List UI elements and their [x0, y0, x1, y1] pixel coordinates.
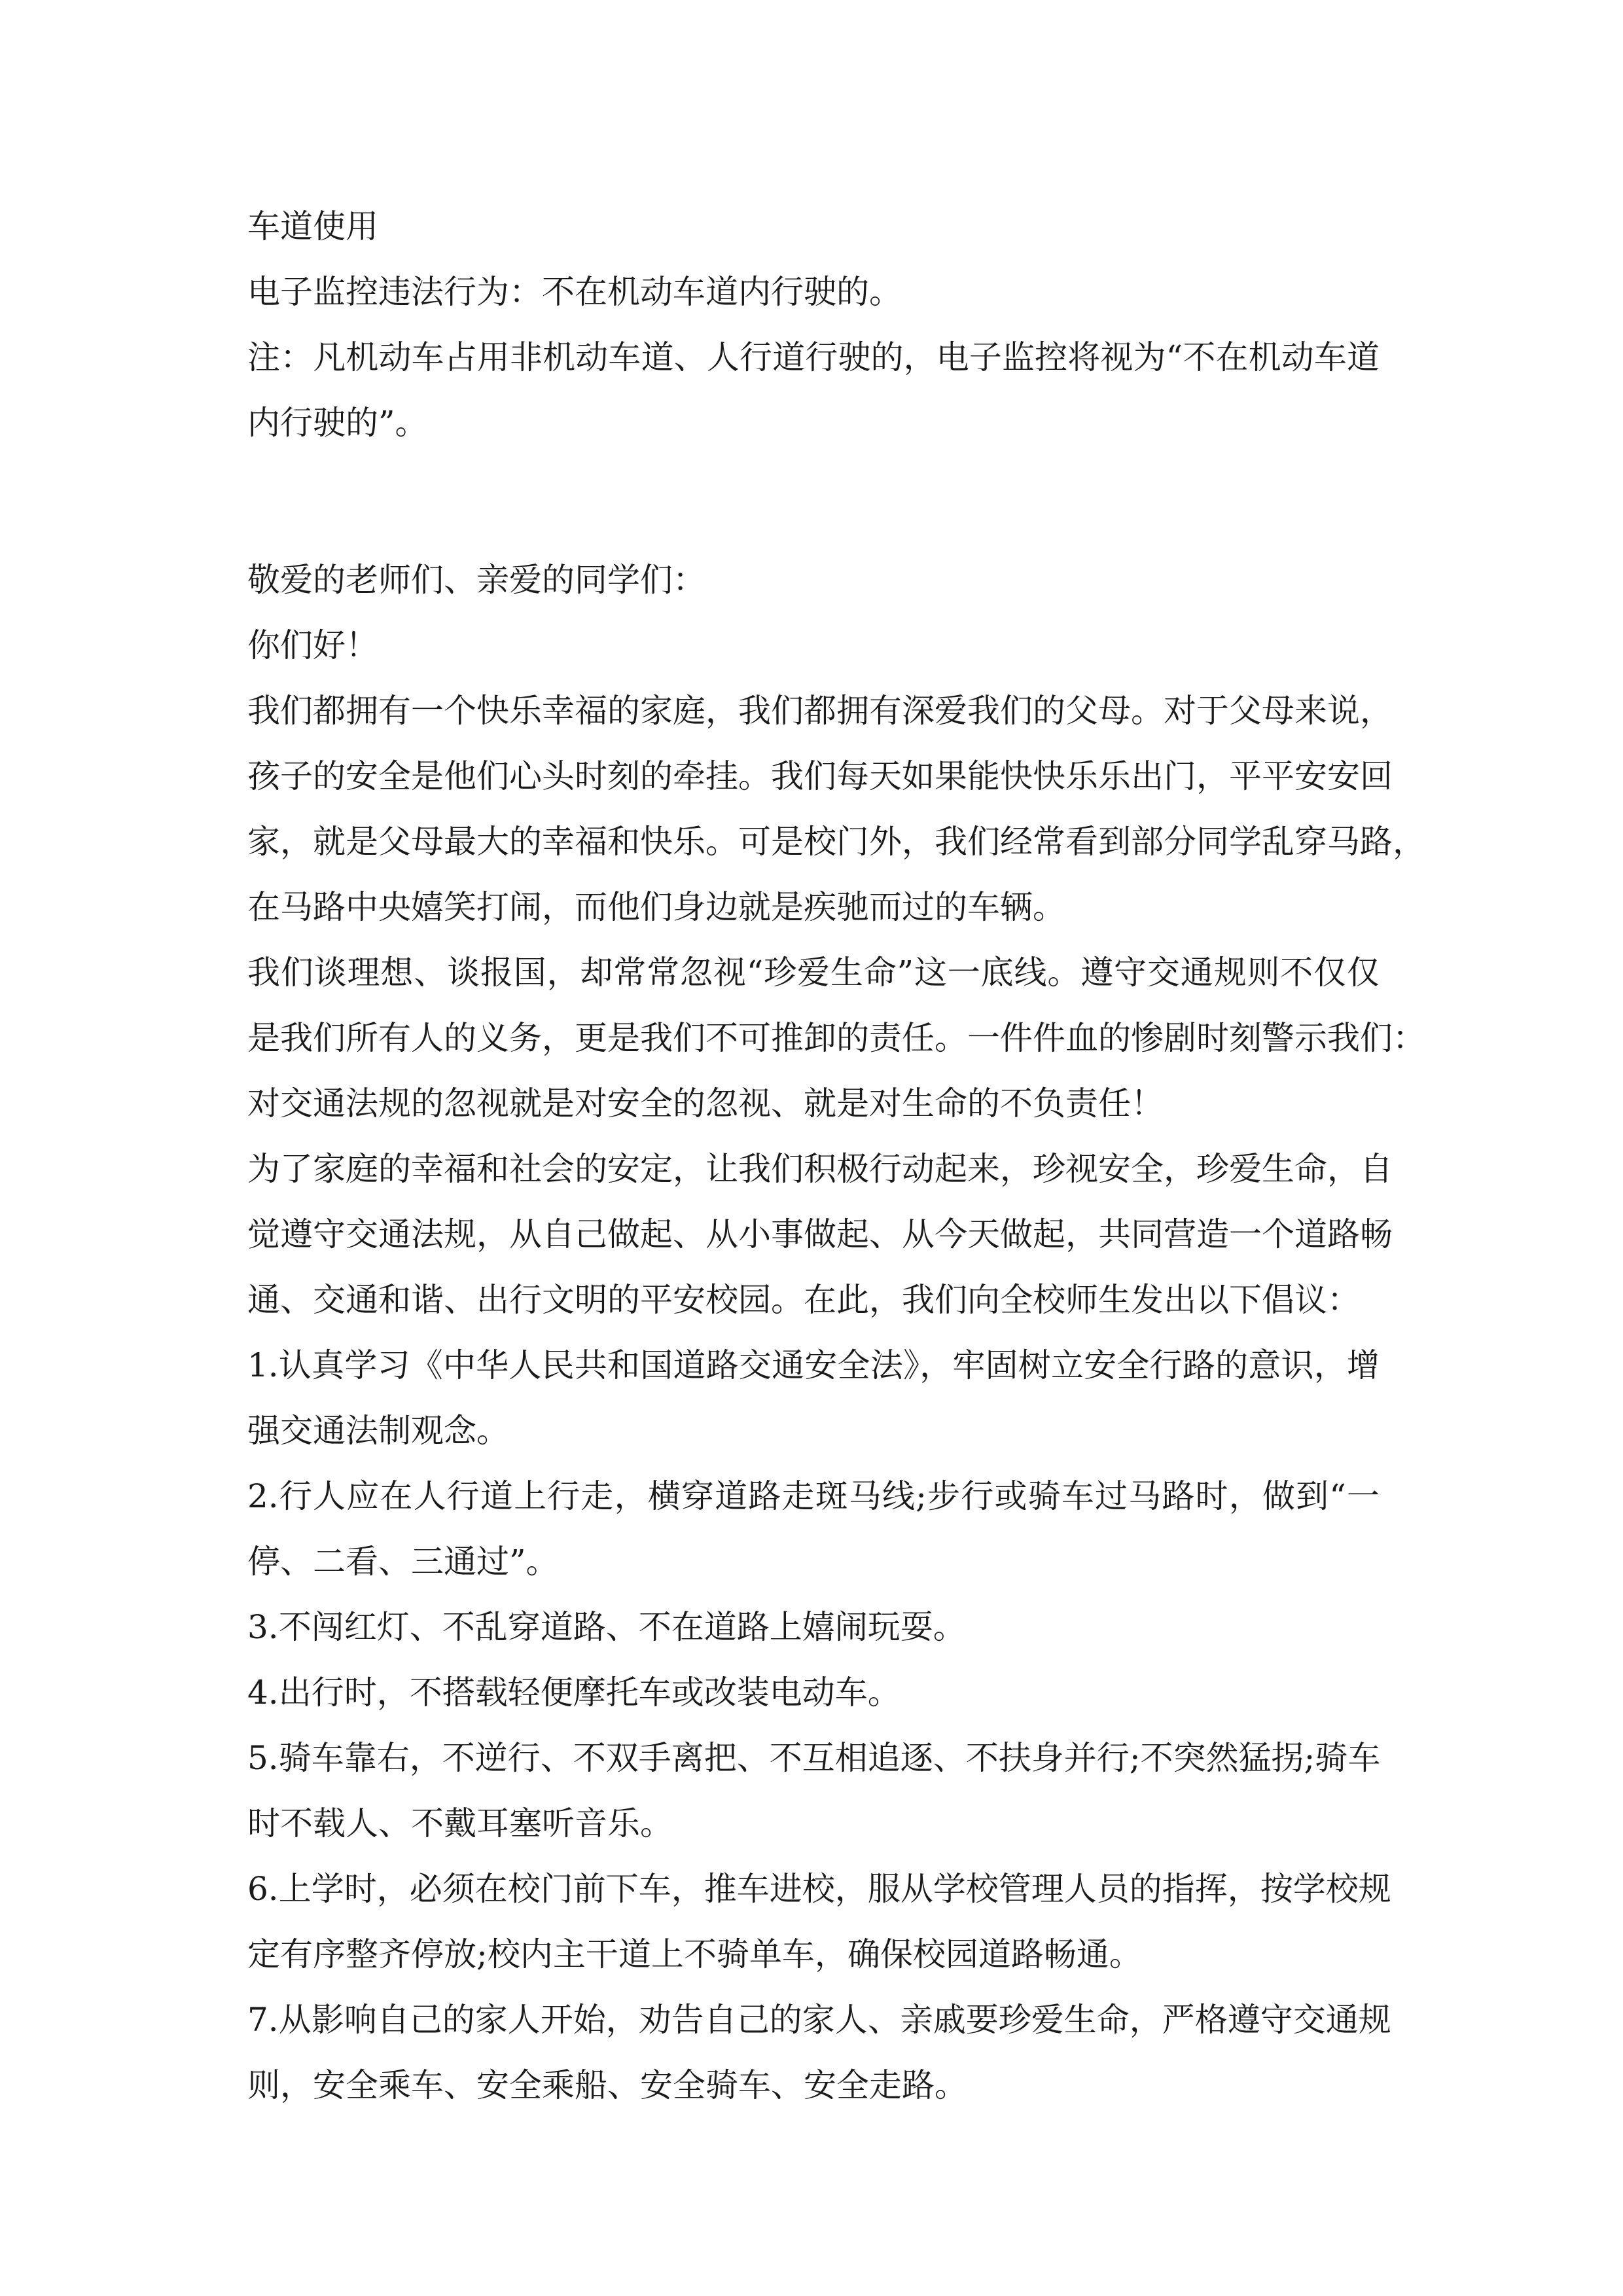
paragraph-line: 我们都拥有一个快乐幸福的家庭，我们都拥有深爱我们的父母。对于父母来说，	[247, 692, 1393, 730]
list-item	[247, 1333, 1380, 1463]
list-item	[247, 1660, 1380, 1725]
list-item-line: 4.出行时，不搭载轻便摩托车或改装电动车。	[247, 1674, 901, 1712]
document-page	[247, 194, 1425, 2118]
list-item	[247, 1856, 1391, 1987]
paragraph-line: 我们谈理想、谈报国，却常常忽视“珍爱生命”这一底线。遵守交通规则不仅仅	[247, 954, 1380, 992]
section-gap	[247, 456, 1380, 547]
list-item-line: 2.行人应在人行道上行走，横穿道路走斑马线;步行或骑车过马路时，做到“一	[247, 1477, 1380, 1515]
list-item-line: 则，安全乘车、安全乘船、安全骑车、安全走路。	[247, 2066, 967, 2104]
list-item-line: 5.骑车靠右，不逆行、不双手离把、不互相追逐、不扶身并行;不突然猛拐;骑车	[247, 1739, 1381, 1777]
list-item	[247, 1463, 1380, 1594]
list-item-line: 6.上学时，必须在校门前下车，推车进校，服从学校管理人员的指挥，按学校规	[247, 1870, 1391, 1908]
section-heading: 车道使用	[247, 207, 378, 245]
salutation: 敬爱的老师们、亲爱的同学们：	[247, 561, 705, 599]
paragraph-line: 通、交通和谐、出行文明的平安校园。在此，我们向全校师生发出以下倡议：	[247, 1281, 1360, 1319]
paragraph-2	[247, 940, 1425, 1136]
list-item-line: 7.从影响自己的家人开始，劝告自己的家人、亲戚要珍爱生命，严格遵守交通规	[247, 2001, 1391, 2039]
proposal-list	[247, 1333, 1391, 2118]
paragraph-line: 家，就是父母最大的幸福和快乐。可是校门外，我们经常看到部分同学乱穿马路，	[247, 823, 1425, 861]
paragraph-line: 在马路中央嬉笑打闹，而他们身边就是疾驰而过的车辆。	[247, 888, 1065, 926]
paragraph-line: 对交通法规的忽视就是对安全的忽视、就是对生命的不负责任！	[247, 1085, 1164, 1122]
list-item-line: 强交通法制观念。	[247, 1412, 509, 1450]
list-item-line: 3.不闯红灯、不乱穿道路、不在道路上嬉闹玩耍。	[247, 1608, 966, 1646]
paragraph-1	[247, 678, 1425, 940]
paragraph-3	[247, 1136, 1393, 1333]
paragraph-line: 为了家庭的幸福和社会的安定，让我们积极行动起来，珍视安全，珍爱生命，自	[247, 1150, 1393, 1188]
greeting: 你们好！	[247, 626, 378, 664]
paragraph-line: 孩子的安全是他们心头时刻的牵挂。我们每天如果能快快乐乐出门，平平安安回	[247, 757, 1393, 795]
note-line-2: 内行驶的”。	[247, 404, 428, 442]
list-item	[247, 1725, 1380, 1856]
paragraph-line: 觉遵守交通法规，从自己做起、从小事做起、从今天做起，共同营造一个道路畅	[247, 1215, 1393, 1253]
list-item-line: 停、二看、三通过”。	[247, 1543, 559, 1581]
list-item-line: 1.认真学习《中华人民共和国道路交通安全法》，牢固树立安全行路的意识，增	[247, 1346, 1380, 1384]
paragraph-line: 是我们所有人的义务，更是我们不可推卸的责任。一件件血的惨剧时刻警示我们：	[247, 1019, 1425, 1057]
note-line-1: 注：凡机动车占用非机动车道、人行道行驶的，电子监控将视为“不在机动车道	[247, 338, 1380, 376]
violation-line: 电子监控违法行为：不在机动车道内行驶的。	[247, 273, 902, 311]
list-item	[247, 1594, 1380, 1660]
list-item-line: 时不载人、不戴耳塞听音乐。	[247, 1804, 673, 1842]
list-item	[247, 1987, 1391, 2118]
list-item-line: 定有序整齐停放;校内主干道上不骑单车，确保校园道路畅通。	[247, 1935, 1142, 1973]
